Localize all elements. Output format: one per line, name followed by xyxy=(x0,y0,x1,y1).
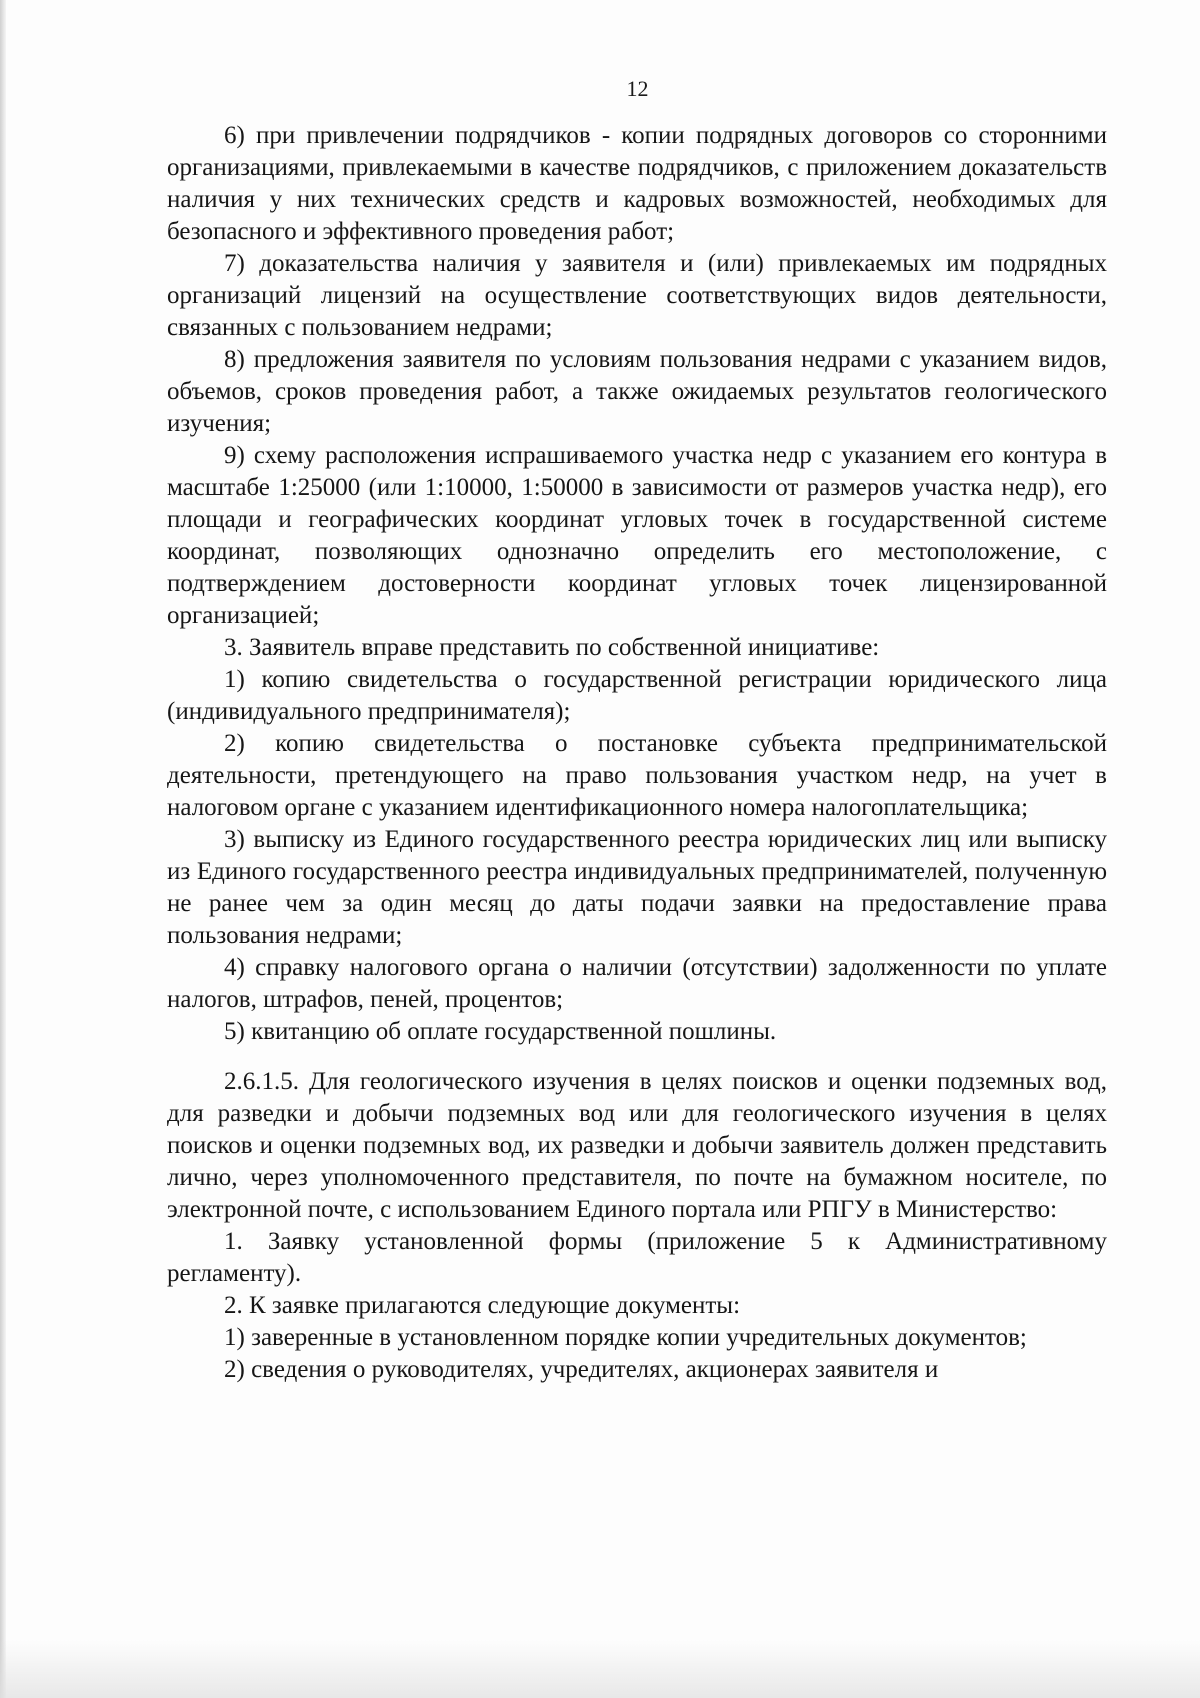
paragraph-usage-proposals: 8) предложения заявителя по условиям пользования недрами с указанием видов, объемов, сроков проведения работ, а также ожидаемых результатов геологического изучения; xyxy=(167,346,1107,437)
paragraph-tax-registration: 2) копию свидетельства о постановке субъекта предпринимательской деятельности, претендующего на право пользования участком недр, на учет в налоговом органе с указанием идентификационного номера налогоплательщика; xyxy=(167,730,1107,821)
paragraph-founding-documents: 1) заверенные в установленном порядке копии учредительных документов; xyxy=(224,1324,1027,1351)
paragraph-state-duty-receipt: 5) квитанцию об оплате государственной пошлины. xyxy=(224,1018,777,1045)
paragraph-register-extract: 3) выписку из Единого государственного реестра юридических лиц или выписку из Единого государственного реестра индивидуальных предпринимателей, полученную не ранее чем за один месяц до даты подачи заявки на предоставление права пользования недрами; xyxy=(167,826,1107,949)
paragraph-licenses-evidence: 7) доказательства наличия у заявителя и (или) привлекаемых им подрядных организаций лицензий на осуществление соответствующих видов деятельности, связанных с пользованием недрами; xyxy=(167,250,1107,341)
document-text-body xyxy=(167,120,1107,1386)
paragraph-section-2-6-1-5: 2.6.1.5. Для геологического изучения в целях поисков и оценки подземных вод, для разведки и добычи подземных вод или для геологического изучения в целях поисков и оценки подземных вод, их разведки и добычи заявитель должен представить лично, через уполномоченного представителя, по почте на бумажном носителе, по электронной почте, с использованием Единого портала или РПГУ в Министерство: xyxy=(167,1068,1107,1223)
paragraph-attached-documents-heading: 2. К заявке прилагаются следующие документы: xyxy=(224,1292,741,1319)
paragraph-registration-certificate: 1) копию свидетельства о государственной регистрации юридического лица (индивидуального предпринимателя); xyxy=(167,666,1107,725)
paragraph-tax-debt-certificate: 4) справку налогового органа о наличии (отсутствии) задолженности по уплате налогов, штрафов, пеней, процентов; xyxy=(167,954,1107,1013)
paragraph-managers-info: 2) сведения о руководителях, учредителях, акционерах заявителя и xyxy=(224,1356,939,1383)
scan-bottom-shadow xyxy=(0,1640,1200,1698)
scan-edge-shadow xyxy=(0,0,6,1698)
page-number: 12 xyxy=(626,76,649,101)
paragraph-site-scheme: 9) схему расположения испрашиваемого участка недр с указанием его контура в масштабе 1:25000 (или 1:10000, 1:50000 в зависимости от размеров участка недр), его площади и географических координат угловых точек в государственной системе координат, позволяющих однозначно определить его местоположение, с подтверждением достоверности координат угловых точек лицензированной организацией; xyxy=(167,442,1107,629)
paragraph-contractors: 6) при привлечении подрядчиков - копии подрядных договоров со сторонними организациями, привлекаемыми в качестве подрядчиков, с приложением доказательств наличия у них технических средств и кадровых возможностей, необходимых для безопасного и эффективного проведения работ; xyxy=(167,122,1107,245)
paragraph-application-form: 1. Заявку установленной формы (приложение 5 к Административному регламенту). xyxy=(167,1228,1107,1287)
paragraph-own-initiative-heading: 3. Заявитель вправе представить по собственной инициативе: xyxy=(224,634,880,661)
